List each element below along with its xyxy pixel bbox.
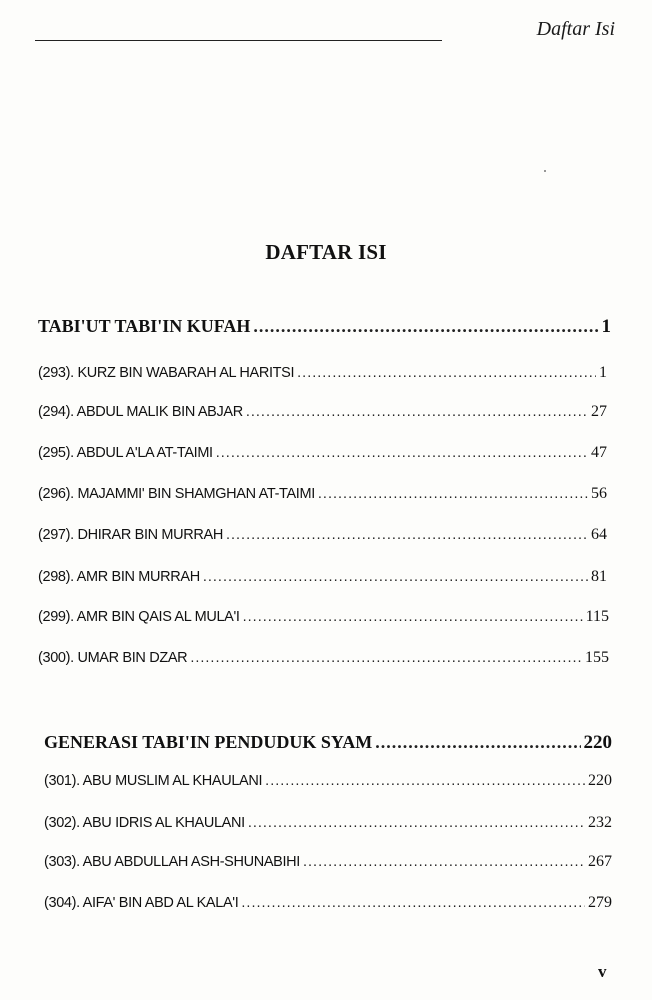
toc-section-2: [44, 732, 612, 754]
entry-page-number: 64: [591, 526, 607, 543]
dot-leader: [243, 609, 583, 625]
entry-title: (302). ABU IDRIS AL KHAULANI: [44, 815, 245, 831]
dot-leader: [190, 650, 582, 666]
entry-page-number: 155: [585, 649, 609, 666]
dot-leader: [216, 445, 588, 461]
page-number: v: [598, 962, 607, 981]
entry-title: (296). MAJAMMI' BIN SHAMGHAN AT-TAIMI: [38, 486, 315, 502]
section-page-number: 1: [601, 316, 611, 337]
toc-entry: [38, 364, 607, 382]
dot-leader: [318, 486, 588, 502]
toc-section-1: [38, 316, 611, 338]
entry-page-number: 1: [599, 364, 607, 381]
entry-page-number: 27: [591, 403, 607, 420]
entry-title: (293). KURZ BIN WABARAH AL HARITSI: [38, 365, 295, 381]
toc-entry: [38, 649, 609, 667]
entry-title: (304). AIFA' BIN ABD AL KALA'I: [44, 895, 239, 911]
section-page-number: 220: [583, 732, 612, 753]
entry-title: (301). ABU MUSLIM AL KHAULANI: [44, 773, 263, 789]
toc-entry: [38, 485, 607, 503]
entry-title: (298). AMR BIN MURRAH: [38, 569, 200, 585]
toc-entry: [38, 568, 607, 586]
entry-title: (297). DHIRAR BIN MURRAH: [38, 527, 223, 543]
dot-leader: [226, 527, 588, 543]
page-title: DAFTAR ISI: [265, 240, 387, 264]
toc-entry: [44, 853, 612, 871]
running-head: Daftar Isi: [536, 18, 615, 40]
entry-page-number: 47: [591, 444, 607, 461]
entry-title: (295). ABDUL A'LA AT-TAIMI: [38, 445, 213, 461]
header-rule: [35, 40, 442, 41]
dot-leader: [241, 895, 585, 911]
dot-leader: [297, 365, 596, 381]
entry-title: (299). AMR BIN QAIS AL MULA'I: [38, 609, 240, 625]
dot-leader: [253, 316, 598, 337]
entry-page-number: 267: [588, 853, 612, 870]
entry-page-number: 279: [588, 894, 612, 911]
dot-leader: [246, 404, 588, 420]
toc-entry: [38, 444, 607, 462]
entry-page-number: 232: [588, 814, 612, 831]
toc-entry: [38, 403, 607, 421]
page-speck: [544, 170, 546, 172]
entry-page-number: 220: [588, 772, 612, 789]
dot-leader: [203, 569, 588, 585]
entry-page-number: 115: [585, 608, 609, 625]
entry-title: (294). ABDUL MALIK BIN ABJAR: [38, 404, 243, 420]
dot-leader: [265, 773, 585, 789]
entry-page-number: 56: [591, 485, 607, 502]
toc-entry: [44, 894, 612, 912]
section-title: TABI'UT TABI'IN KUFAH: [38, 316, 251, 336]
section-title: GENERASI TABI'IN PENDUDUK SYAM: [44, 732, 373, 752]
entry-title: (303). ABU ABDULLAH ASH-SHUNABIHI: [44, 854, 300, 870]
toc-entry: [38, 526, 607, 544]
dot-leader: [303, 854, 585, 870]
entry-title: (300). UMAR BIN DZAR: [38, 650, 188, 666]
entry-page-number: 81: [591, 568, 607, 585]
dot-leader: [375, 732, 580, 753]
toc-entry: [44, 814, 612, 832]
toc-entry: [38, 608, 609, 626]
dot-leader: [248, 815, 585, 831]
toc-entry: [44, 772, 612, 790]
